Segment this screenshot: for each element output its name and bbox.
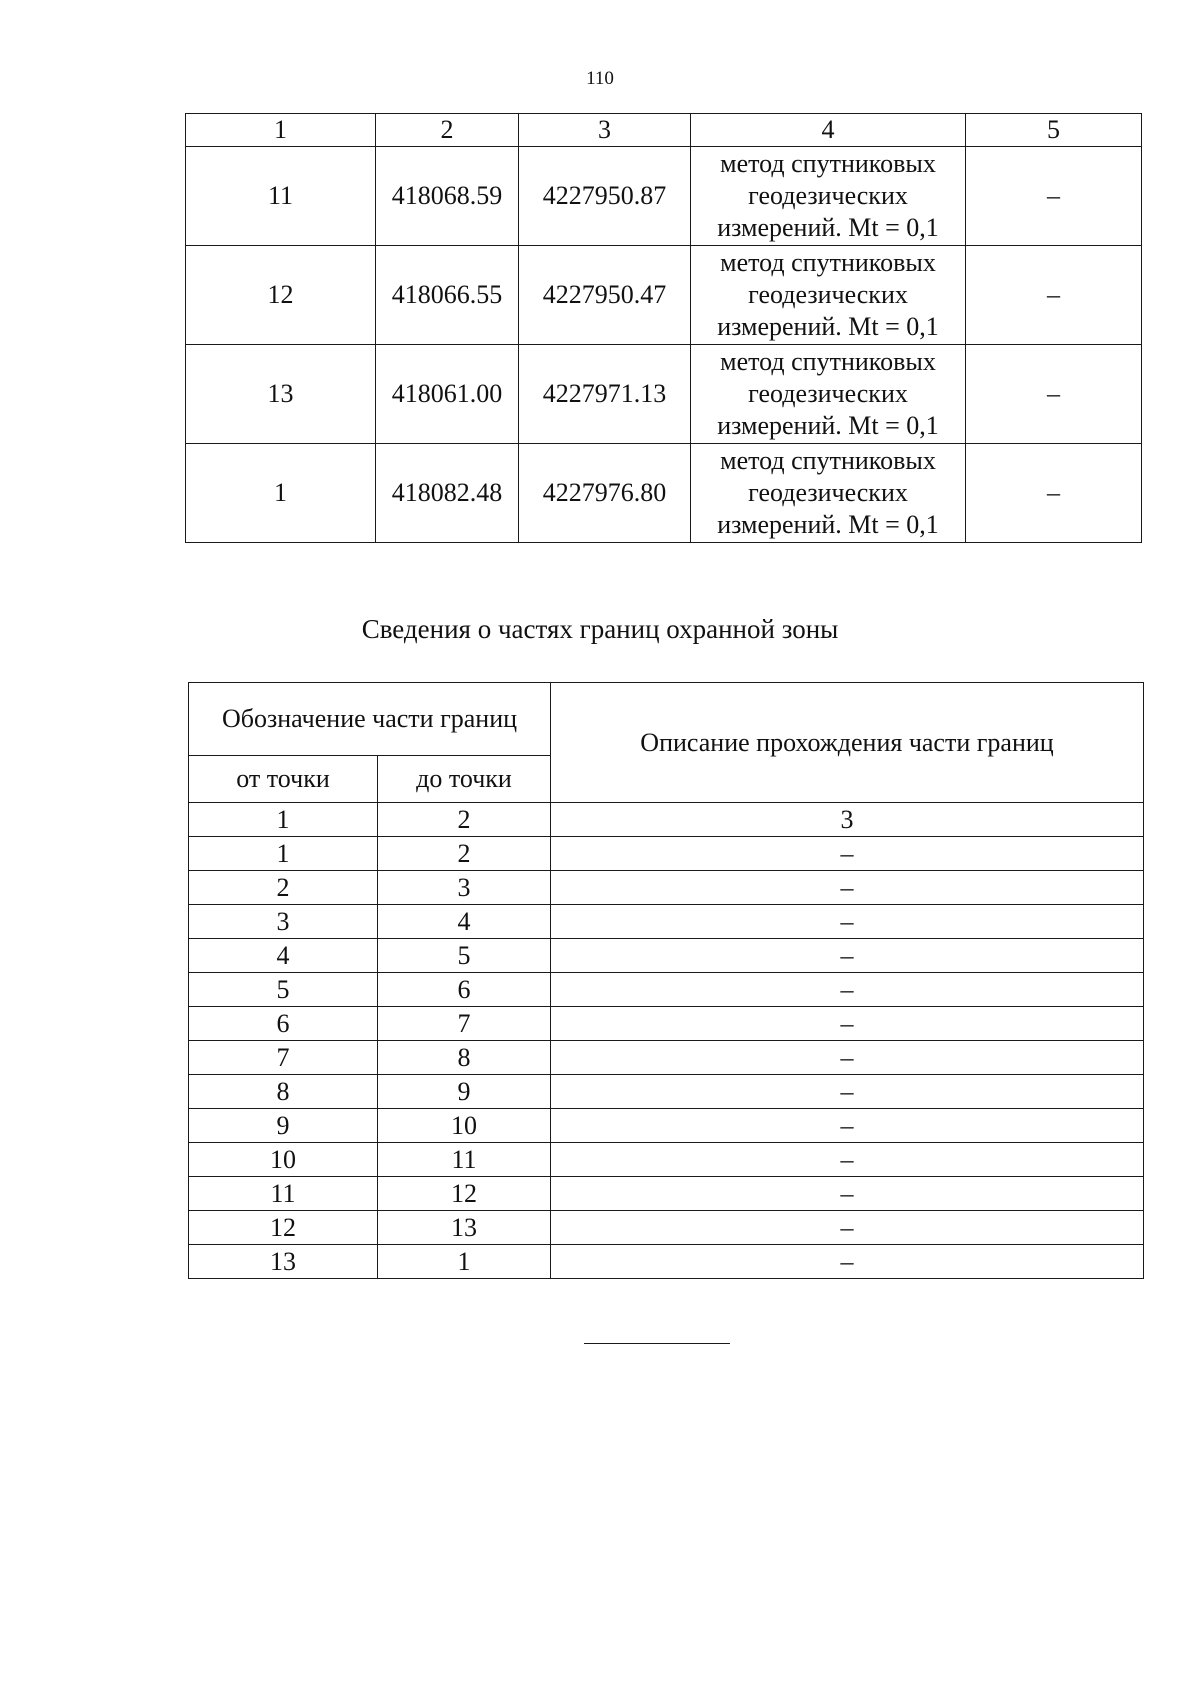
y-coordinate-cell: 4227971.13 (519, 345, 691, 444)
y-coordinate-cell: 4227976.80 (519, 444, 691, 543)
table-row (189, 837, 1144, 871)
from-point-cell: 8 (189, 1075, 378, 1109)
page-number: 110 (586, 68, 614, 89)
description-cell: – (551, 939, 1144, 973)
x-coordinate-cell: 418061.00 (376, 345, 519, 444)
point-number-cell: 12 (186, 246, 376, 345)
y-coordinate-cell: 4227950.47 (519, 246, 691, 345)
to-point-cell: 9 (378, 1075, 551, 1109)
to-point-cell: 1 (378, 1245, 551, 1279)
method-line: метод спутниковых (720, 347, 936, 376)
to-point-cell: 12 (378, 1177, 551, 1211)
column-number-cell: 4 (691, 114, 966, 147)
to-point-cell: 11 (378, 1143, 551, 1177)
boundary-parts-table (188, 682, 1144, 1279)
to-point-cell: 5 (378, 939, 551, 973)
table-row (189, 1143, 1144, 1177)
note-cell: – (966, 147, 1142, 246)
method-line: геодезических (748, 280, 908, 309)
column-number-cell: 3 (519, 114, 691, 147)
table-row (189, 973, 1144, 1007)
table-row (186, 345, 1142, 444)
point-number-cell: 1 (186, 444, 376, 543)
from-point-cell: 10 (189, 1143, 378, 1177)
from-point-cell: 11 (189, 1177, 378, 1211)
description-cell: – (551, 1211, 1144, 1245)
method-line: геодезических (748, 181, 908, 210)
table-row (189, 1007, 1144, 1041)
from-point-cell: 6 (189, 1007, 378, 1041)
method-cell (691, 246, 966, 345)
table-row (186, 444, 1142, 543)
description-header: Описание прохождения части границ (551, 683, 1144, 803)
description-cell: – (551, 973, 1144, 1007)
to-point-cell: 2 (378, 837, 551, 871)
end-of-document-rule (584, 1343, 730, 1344)
table-row (189, 1177, 1144, 1211)
table-row (189, 1075, 1144, 1109)
note-cell: – (966, 345, 1142, 444)
from-point-header: от точки (189, 756, 378, 803)
description-cell: – (551, 905, 1144, 939)
from-point-cell: 5 (189, 973, 378, 1007)
to-point-cell: 10 (378, 1109, 551, 1143)
parts-header-row (189, 683, 1144, 756)
description-cell: – (551, 1041, 1144, 1075)
method-cell (691, 345, 966, 444)
column-numbers-row (189, 803, 1144, 837)
description-cell: – (551, 1245, 1144, 1279)
to-point-cell: 13 (378, 1211, 551, 1245)
from-point-cell: 13 (189, 1245, 378, 1279)
from-point-cell: 1 (189, 837, 378, 871)
table-row (189, 939, 1144, 973)
method-line: метод спутниковых (720, 149, 936, 178)
method-line: измерений. Mt = 0,1 (717, 411, 939, 440)
x-coordinate-cell: 418066.55 (376, 246, 519, 345)
from-point-cell: 7 (189, 1041, 378, 1075)
to-point-cell: 6 (378, 973, 551, 1007)
note-cell: – (966, 246, 1142, 345)
method-line: геодезических (748, 478, 908, 507)
table-row (186, 246, 1142, 345)
method-cell (691, 444, 966, 543)
method-line: метод спутниковых (720, 248, 936, 277)
table-row (189, 1109, 1144, 1143)
to-point-cell: 4 (378, 905, 551, 939)
from-point-cell: 9 (189, 1109, 378, 1143)
column-number-cell: 2 (378, 803, 551, 837)
column-number-cell: 3 (551, 803, 1144, 837)
from-point-cell: 2 (189, 871, 378, 905)
table-row (189, 871, 1144, 905)
method-line: измерений. Mt = 0,1 (717, 213, 939, 242)
table-row (189, 905, 1144, 939)
to-point-cell: 7 (378, 1007, 551, 1041)
method-cell (691, 147, 966, 246)
from-point-cell: 12 (189, 1211, 378, 1245)
x-coordinate-cell: 418082.48 (376, 444, 519, 543)
coordinates-table (185, 113, 1142, 543)
table-row (189, 1041, 1144, 1075)
description-cell: – (551, 871, 1144, 905)
method-line: измерений. Mt = 0,1 (717, 312, 939, 341)
method-line: метод спутниковых (720, 446, 936, 475)
from-point-cell: 4 (189, 939, 378, 973)
x-coordinate-cell: 418068.59 (376, 147, 519, 246)
column-number-cell: 1 (186, 114, 376, 147)
description-cell: – (551, 837, 1144, 871)
to-point-cell: 8 (378, 1041, 551, 1075)
column-number-cell: 1 (189, 803, 378, 837)
coordinates-header-row (186, 114, 1142, 147)
table-row (186, 147, 1142, 246)
method-line: измерений. Mt = 0,1 (717, 510, 939, 539)
point-number-cell: 13 (186, 345, 376, 444)
point-number-cell: 11 (186, 147, 376, 246)
column-number-cell: 5 (966, 114, 1142, 147)
section-title: Сведения о частях границ охранной зоны (361, 614, 839, 644)
description-cell: – (551, 1007, 1144, 1041)
description-cell: – (551, 1075, 1144, 1109)
description-cell: – (551, 1143, 1144, 1177)
y-coordinate-cell: 4227950.87 (519, 147, 691, 246)
table-row (189, 1245, 1144, 1279)
description-cell: – (551, 1109, 1144, 1143)
table-row (189, 1211, 1144, 1245)
to-point-cell: 3 (378, 871, 551, 905)
column-number-cell: 2 (376, 114, 519, 147)
method-line: геодезических (748, 379, 908, 408)
from-point-cell: 3 (189, 905, 378, 939)
note-cell: – (966, 444, 1142, 543)
description-cell: – (551, 1177, 1144, 1211)
designation-header: Обозначение части границ (189, 683, 551, 756)
to-point-header: до точки (378, 756, 551, 803)
